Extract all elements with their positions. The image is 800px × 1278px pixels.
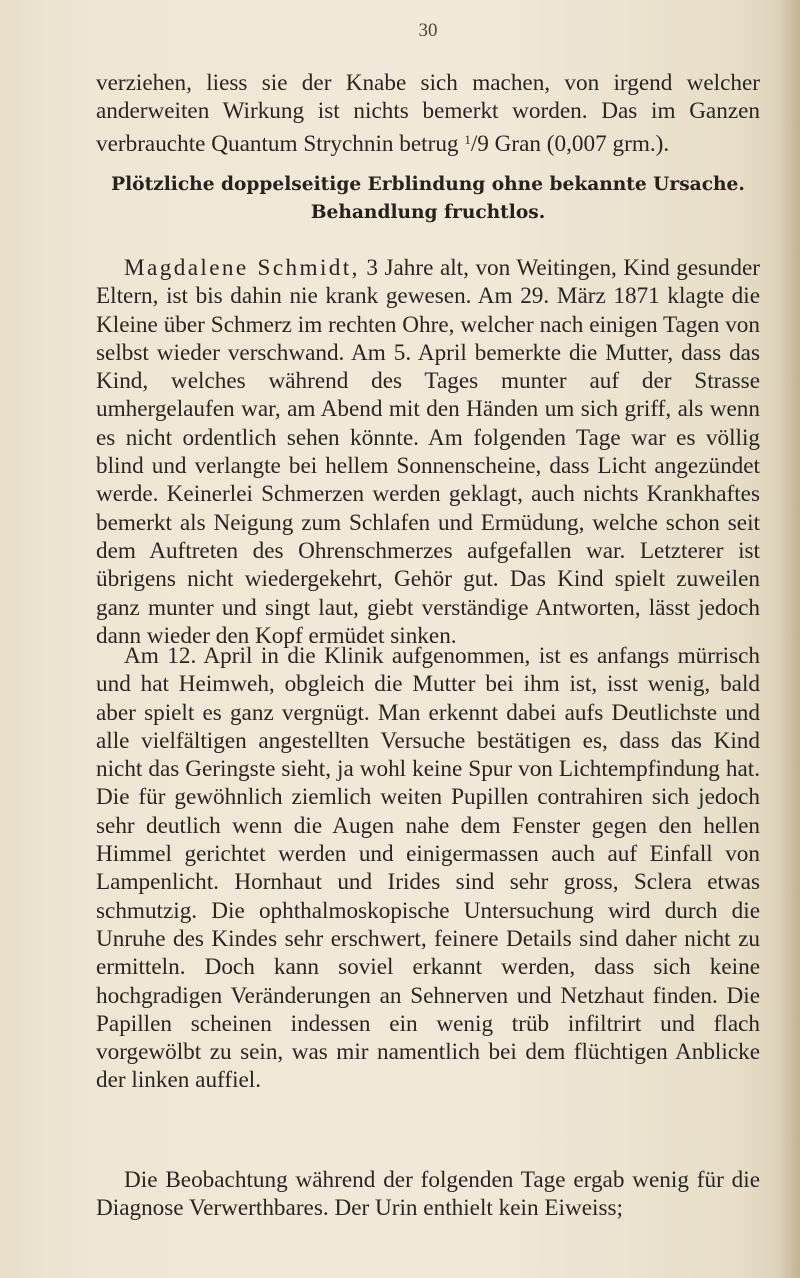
patient-name: Magdalene Schmidt, bbox=[124, 255, 360, 281]
case-text: 3 Jahre alt, von Weitingen, Kind gesunder Eltern, ist bis dahin nie krank gewesen. Am 29. März 1871 klagte die Kleine über Schmerz im rechten Ohre, welcher nach einigen Tagen von selbst wieder verschwand. Am 5. April bemerkte die Mutter, dass das Kind, welches während des Tages munter auf der Strasse umhergelaufen war, am Abend mit den Händen um sich griff, als wenn es nicht ordentlich sehen könnte. Am folgenden Tage war es völlig blind und verlangte bei hellem Sonnenscheine, dass Licht angezündet werde. Keinerlei Schmerzen werden geklagt, auch nichts Krankhaftes bemerkt als Neigung zum Schlafen und Ermüdung, welche schon seit dem Auftreten des Ohrenschmerzes aufgefallen war. Letzterer ist übrigens nicht wiedergekehrt, Gehör gut. Das Kind spielt zuweilen ganz munter und singt laut, giebt verständige Antworten, lässt jedoch dann wieder den Kopf ermüdet sinken. bbox=[96, 255, 760, 649]
page-edge-shadow bbox=[778, 0, 800, 1278]
fraction-rest: /9 Gran (0,007 grm.). bbox=[470, 130, 670, 157]
case-paragraph bbox=[96, 254, 760, 650]
section-heading bbox=[96, 171, 760, 227]
intro-text: verziehen, liess sie der Knabe sich machen, von irgend welcher anderweiten Wirkung ist nichts bemerkt worden. Das im Ganzen verbrauchte Quantum Strychnin betrug bbox=[96, 70, 760, 157]
heading-line-1: Plötzliche doppelseitige Erblindung ohne bekannte Ursache. bbox=[111, 174, 745, 195]
paragraph-3: Die Beobachtung während der folgenden Tage ergab wenig für die Diagnose Verwerthbares. Der Urin enthielt kein Eiweiss; bbox=[96, 1167, 760, 1222]
fraction-numerator: 1 bbox=[464, 131, 471, 147]
intro-paragraph bbox=[96, 69, 760, 158]
page-number: 30 bbox=[418, 20, 438, 41]
paragraph-2: Am 12. April in die Klinik aufgenommen, ist es anfangs mürrisch und hat Heimweh, obgleich die Mutter bei ihm ist, isst wenig, bald aber spielt es ganz vergnügt. Man erkennt dabei aufs Deutlichste und alle vielfältigen angestellten Versuche bestätigen es, dass das Kind nicht das Geringste sieht, ja wohl keine Spur von Lichtempfindung hat. Die für gewöhnlich ziemlich weiten Pupillen contrahiren sich jedoch sehr deutlich wenn die Augen nahe dem Fenster gegen den hellen Himmel gerichtet werden und einigermassen auch auf Einfall von Lampenlicht. Hornhaut und Irides sind sehr gross, Sclera etwas schmutzig. Die ophthalmoskopische Untersuchung wird durch die Unruhe des Kindes sehr erschwert, feinere Details sind daher nicht zu ermitteln. Doch kann soviel erkannt werden, dass sich keine hochgradigen Veränderungen an Sehnerven und Netzhaut finden. Die Papillen scheinen indessen ein wenig trüb infiltrirt und flach vorgewölbt zu sein, was mir namentlich bei dem flüchtigen Anblicke der linken auffiel. bbox=[96, 643, 760, 1094]
heading-line-2: Behandlung fruchtlos. bbox=[310, 202, 546, 223]
